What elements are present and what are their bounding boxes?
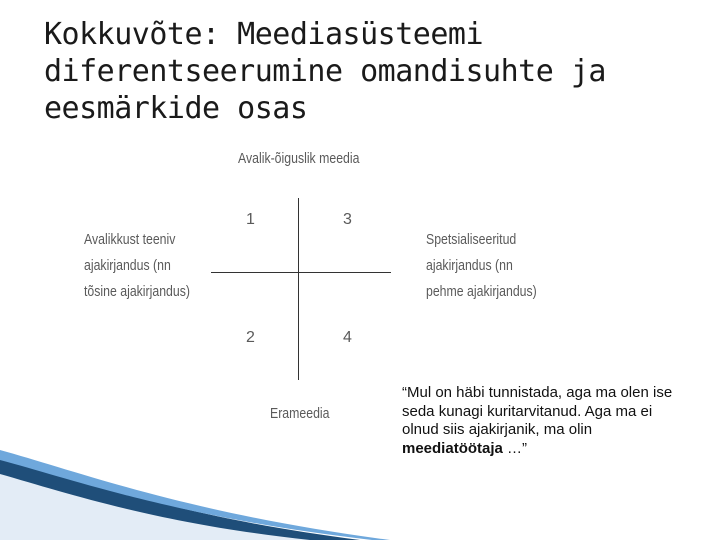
vertical-axis	[298, 198, 299, 380]
quote-emphasis: meediatöötaja	[402, 439, 503, 457]
title-line-2: diferentseerumine omandisuhte ja	[44, 54, 606, 89]
left-label-line-2: ajakirjandus (nn	[84, 257, 171, 274]
right-label-line-2: ajakirjandus (nn	[426, 257, 513, 274]
horizontal-axis	[211, 272, 391, 273]
quote-ending: …”	[502, 439, 528, 457]
title-line-1: Kokkuvõte: Meediasüsteemi	[44, 17, 484, 52]
quote-body: “Mul on häbi tunnistada, aga ma olen ise seda kunagi kuritarvitanud. Aga ma ei olnud siis ajakirjanik, ma olin	[402, 384, 673, 438]
quadrant-2-number: 2	[246, 329, 255, 346]
quadrant-4-number: 4	[343, 329, 352, 346]
quote-text	[402, 384, 682, 458]
right-label-line-3: pehme ajakirjandus)	[426, 283, 537, 300]
axis-right-label	[426, 227, 537, 305]
title-line-3: eesmärkide osas	[44, 91, 308, 126]
left-label-line-3: tõsine ajakirjandus)	[84, 283, 190, 300]
axis-left-label	[84, 227, 190, 305]
decorative-swoosh	[0, 440, 400, 540]
slide-title	[44, 16, 704, 127]
axis-top-label: Avalik-õiguslik meedia	[238, 150, 360, 167]
right-label-line-1: Spetsialiseeritud	[426, 231, 517, 248]
quadrant-1-number: 1	[246, 211, 255, 228]
axis-bottom-label: Erameedia	[270, 405, 330, 422]
left-label-line-1: Avalikkust teeniv	[84, 231, 176, 248]
quadrant-3-number: 3	[343, 211, 352, 228]
